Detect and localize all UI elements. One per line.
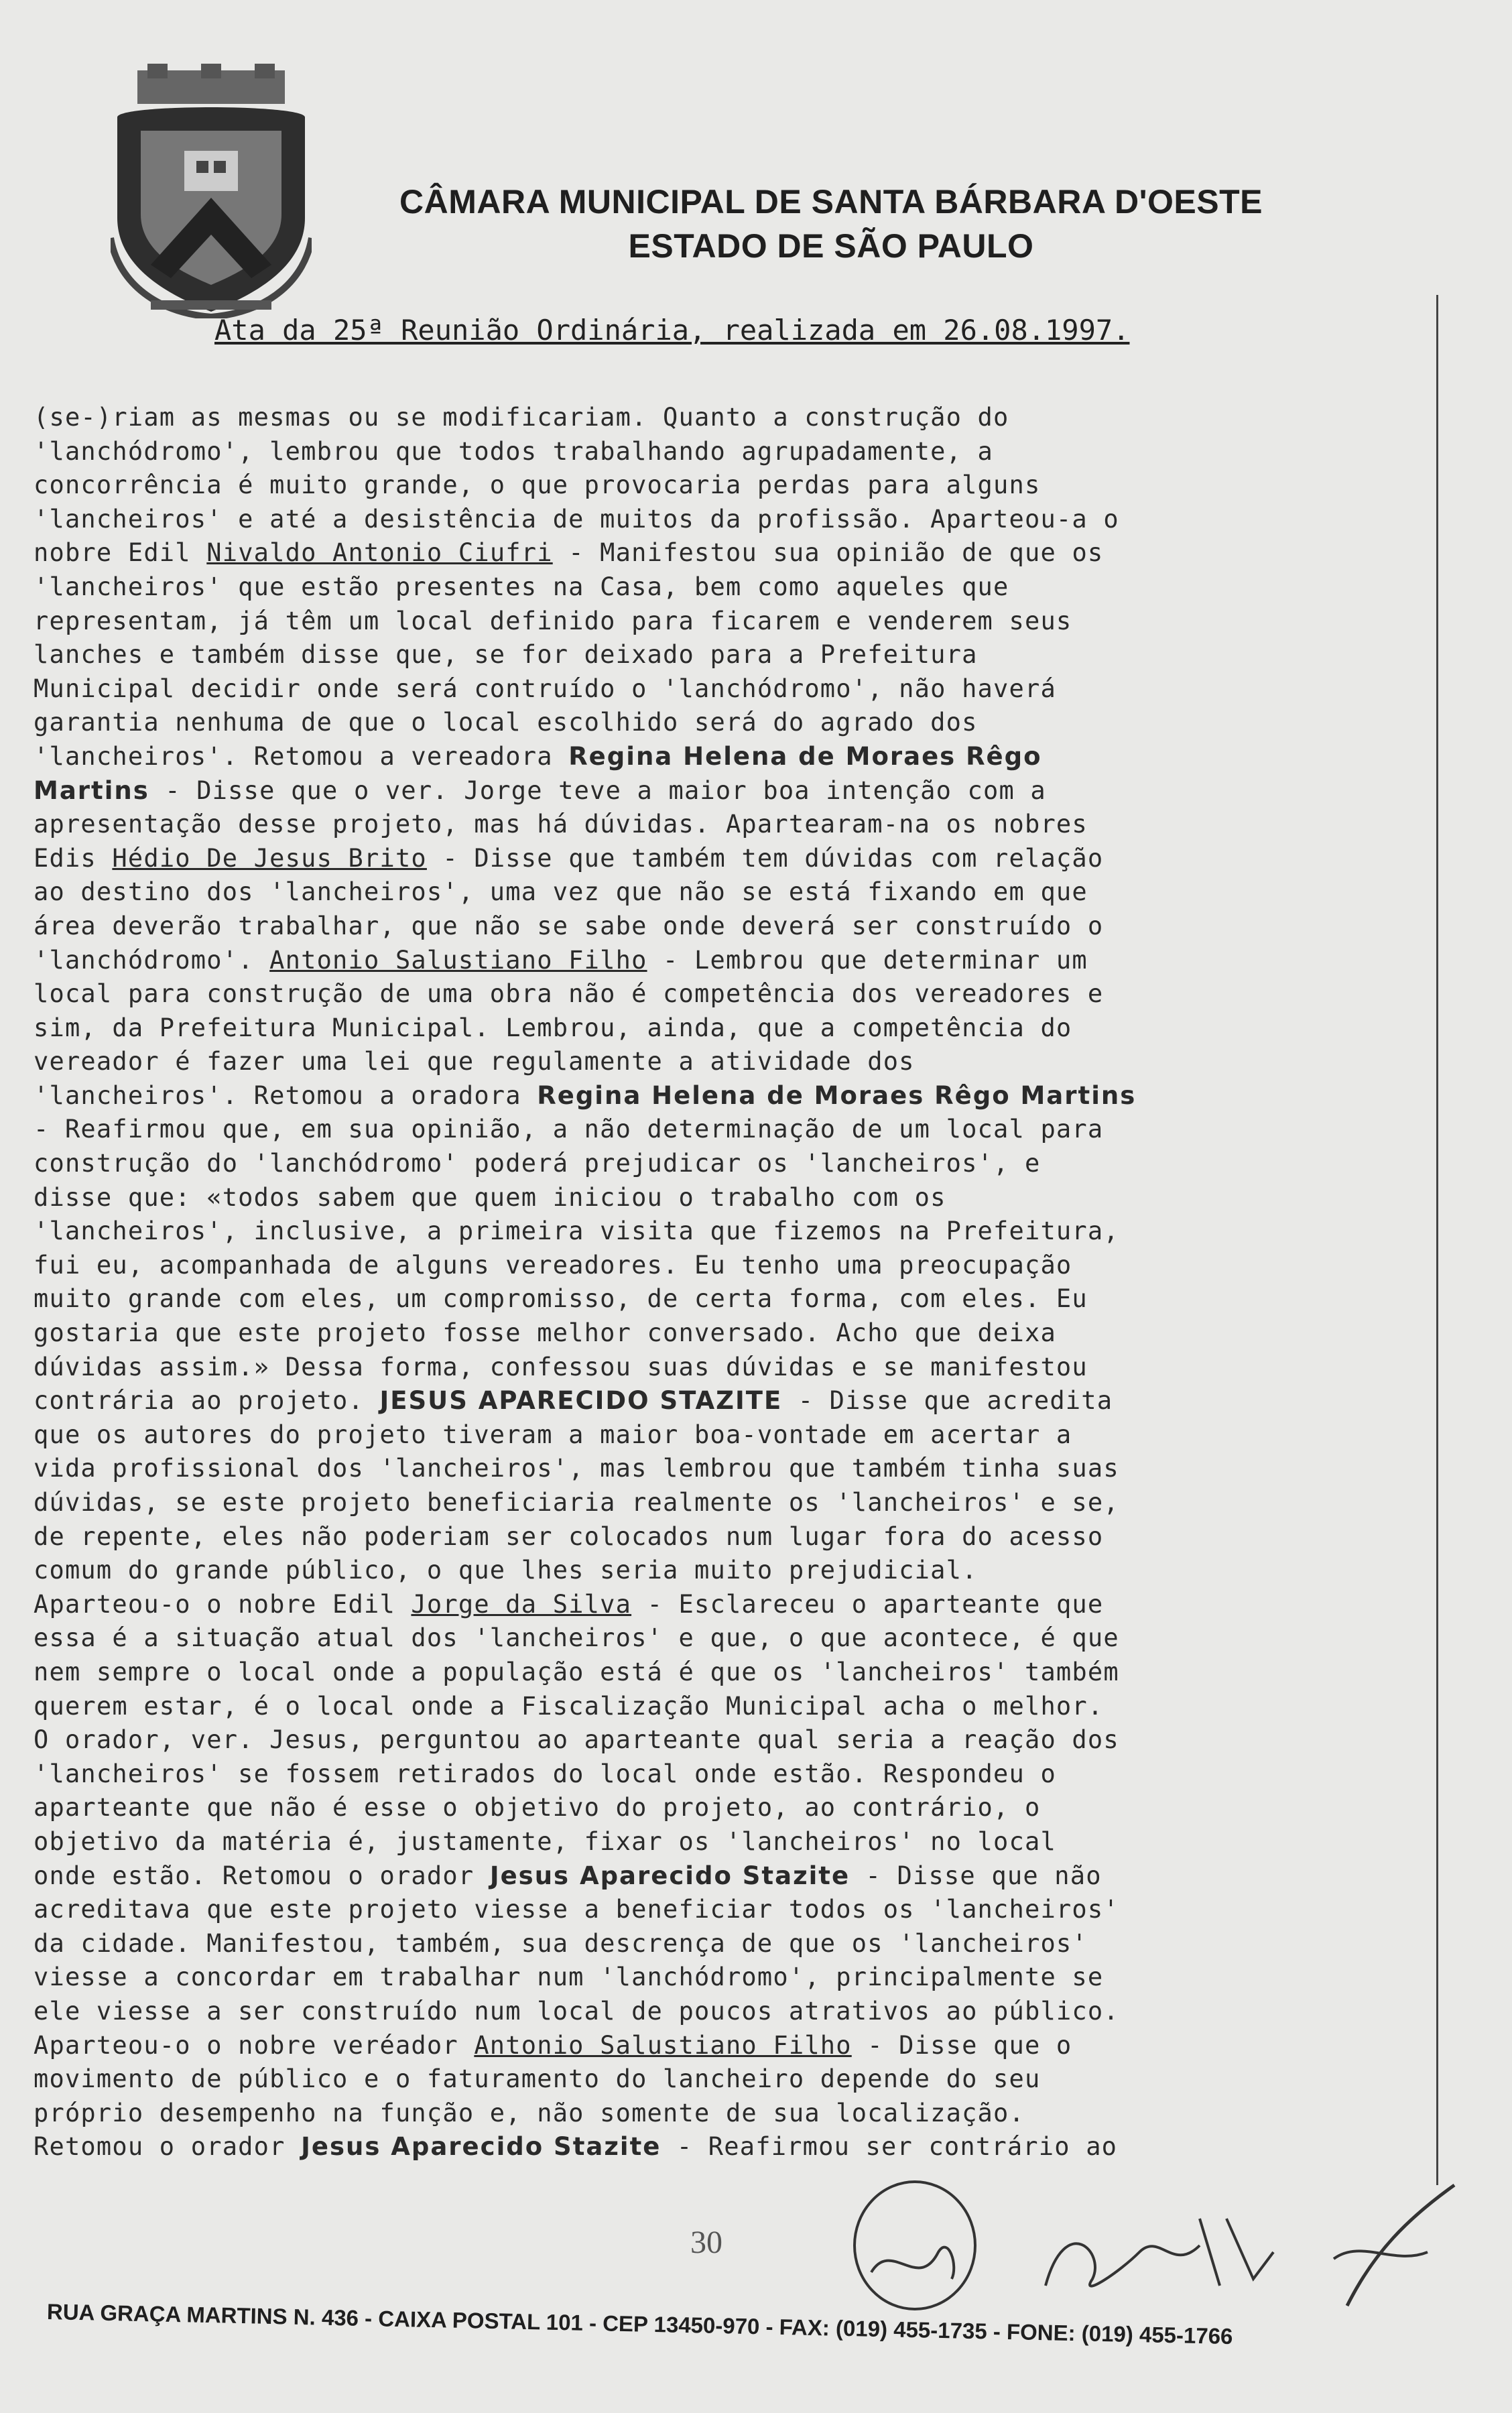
institution-header bbox=[349, 180, 1314, 268]
text-line: lanches e também disse que, se for deixado para a Prefeitura bbox=[34, 640, 978, 670]
text-line: (se-)riam as mesmas ou se modificariam. Quanto a construção do bbox=[34, 403, 1009, 432]
text-line: essa é a situação atual dos 'lancheiros' e que, o que acontece, é que bbox=[34, 1623, 1119, 1653]
text-line: apresentação desse projeto, mas há dúvidas. Apartearam-na os nobres bbox=[34, 810, 1088, 839]
text-line: contrária ao projeto. JESUS APARECIDO STAZITE - Disse que acredita bbox=[34, 1386, 1113, 1416]
text-line: 'lancheiros'. Retomou a vereadora Regina Helena de Moraes Rêgo bbox=[34, 741, 1042, 771]
text-line: que os autores do projeto tiveram a maior boa-vontade em acertar a bbox=[34, 1420, 1072, 1449]
text-line: próprio desempenho na função e, não somente de sua localização. bbox=[34, 2098, 1025, 2127]
text-line: dúvidas assim.» Dessa forma, confessou suas dúvidas e se manifestou bbox=[34, 1352, 1088, 1381]
text-line: querem estar, é o local onde a Fiscalização Municipal acha o melhor. bbox=[34, 1691, 1104, 1721]
text-line: fui eu, acompanhada de alguns vereadores. Eu tenho uma preocupação bbox=[34, 1250, 1072, 1280]
minutes-title: Ata da 25ª Reunião Ordinária, realizada em 26.08.1997. bbox=[214, 314, 1130, 347]
text-line: aparteante que não é esse o objetivo do projeto, ao contrário, o bbox=[34, 1793, 1041, 1822]
text-line: 'lancheiros' e até a desistência de muitos da profissão. Aparteou-a o bbox=[34, 504, 1119, 534]
coat-of-arms-emblem bbox=[111, 64, 312, 318]
handwritten-signatures bbox=[824, 2172, 1461, 2319]
right-margin-rule bbox=[1436, 295, 1438, 2185]
text-line: Retomou o orador Jesus Aparecido Stazite - Reafirmou ser contrário ao bbox=[34, 2132, 1118, 2162]
text-line: Aparteou-o o nobre veréador Antonio Salustiano Filho - Disse que o bbox=[34, 2030, 1072, 2060]
header-line-2: ESTADO DE SÃO PAULO bbox=[628, 227, 1034, 265]
speaker-name-bold: Regina Helena de Moraes Rêgo bbox=[568, 741, 1042, 771]
text-line: nem sempre o local onde a população está é que os 'lancheiros' também bbox=[34, 1657, 1119, 1686]
text-line: ele viesse a ser construído num local de poucos atrativos ao público. bbox=[34, 1996, 1119, 2026]
text-line: onde estão. Retomou o orador Jesus Aparecido Stazite - Disse que não bbox=[34, 1861, 1102, 1890]
text-line: local para construção de uma obra não é competência dos vereadores e bbox=[34, 979, 1104, 1009]
text-line: 'lancheiros' que estão presentes na Casa, bem como aqueles que bbox=[34, 572, 1009, 601]
text-line: representam, já têm um local definido para ficarem e venderem seus bbox=[34, 606, 1072, 635]
text-line: construção do 'lanchódromo' poderá prejudicar os 'lancheiros', e bbox=[34, 1149, 1041, 1178]
speaker-name: Nivaldo Antonio Ciufri bbox=[206, 538, 553, 568]
text-line: dúvidas, se este projeto beneficiaria realmente os 'lancheiros' e se, bbox=[34, 1488, 1119, 1517]
text-line: Aparteou-o o nobre Edil Jorge da Silva - Esclareceu o aparteante que bbox=[34, 1589, 1104, 1619]
speaker-name: Jorge da Silva bbox=[411, 1589, 632, 1619]
text-line: vereador é fazer uma lei que regulamente a atividade dos bbox=[34, 1047, 915, 1076]
text-line: Martins - Disse que o ver. Jorge teve a maior boa intenção com a bbox=[34, 776, 1046, 805]
text-line: 'lancheiros', inclusive, a primeira visita que fizemos na Prefeitura, bbox=[34, 1217, 1119, 1246]
header-line-1: CÂMARA MUNICIPAL DE SANTA BÁRBARA D'OESTE bbox=[399, 183, 1263, 221]
text-line: concorrência é muito grande, o que provocaria perdas para alguns bbox=[34, 471, 1041, 500]
text-line: de repente, eles não poderiam ser colocados num lugar fora do acesso bbox=[34, 1522, 1104, 1551]
text-line: da cidade. Manifestou, também, sua descrença de que os 'lancheiros' bbox=[34, 1928, 1088, 1958]
text-line: acreditava que este projeto viesse a beneficiar todos os 'lancheiros' bbox=[34, 1895, 1119, 1924]
speaker-name-bold: Jesus Aparecido Stazite bbox=[301, 2132, 662, 2162]
text-line: garantia nenhuma de que o local escolhido será do agrado dos bbox=[34, 708, 978, 737]
speaker-name-bold: Jesus Aparecido Stazite bbox=[489, 1861, 850, 1890]
text-line: 'lancheiros' se fossem retirados do local onde estão. Respondeu o bbox=[34, 1759, 1056, 1788]
text-line: viesse a concordar em trabalhar num 'lanchódromo', principalmente se bbox=[34, 1963, 1104, 1992]
text-line: sim, da Prefeitura Municipal. Lembrou, ainda, que a competência do bbox=[34, 1013, 1072, 1042]
speaker-name-bold: JESUS APARECIDO STAZITE bbox=[379, 1386, 783, 1416]
speaker-name-bold: Regina Helena de Moraes Rêgo Martins bbox=[537, 1080, 1137, 1110]
text-line: gostaria que este projeto fosse melhor conversado. Acho que deixa bbox=[34, 1318, 1056, 1348]
text-line: objetivo da matéria é, justamente, fixar os 'lancheiros' no local bbox=[34, 1827, 1056, 1856]
text-line: O orador, ver. Jesus, perguntou ao aparteante qual seria a reação dos bbox=[34, 1725, 1119, 1755]
text-line: nobre Edil Nivaldo Antonio Ciufri - Manifestou sua opinião de que os bbox=[34, 538, 1104, 568]
speaker-name: Antonio Salustiano Filho bbox=[474, 2030, 852, 2060]
text-line: movimento de público e o faturamento do lancheiro depende do seu bbox=[34, 2064, 1041, 2094]
address-footer: RUA GRAÇA MARTINS N. 436 - CAIXA POSTAL 101 - CEP 13450-970 - FAX: (019) 455-1735 - FONE: (019) 455-1766 bbox=[46, 2299, 1233, 2349]
text-line: - Reafirmou que, em sua opinião, a não determinação de um local para bbox=[34, 1115, 1104, 1144]
text-line: muito grande com eles, um compromisso, de certa forma, com eles. Eu bbox=[34, 1284, 1088, 1314]
minutes-body bbox=[34, 401, 1433, 2164]
text-line: ao destino dos 'lancheiros', uma vez que não se está fixando em que bbox=[34, 877, 1088, 907]
text-line: 'lancheiros'. Retomou a oradora Regina Helena de Moraes Rêgo Martins bbox=[34, 1080, 1137, 1110]
text-line: área deverão trabalhar, que não se sabe onde deverá ser construído o bbox=[34, 911, 1104, 940]
text-line: vida profissional dos 'lancheiros', mas lembrou que também tinha suas bbox=[34, 1454, 1119, 1483]
text-line: 'lanchódromo', lembrou que todos trabalhando agrupadamente, a bbox=[34, 436, 994, 466]
text-line: comum do grande público, o que lhes seria muito prejudicial. bbox=[34, 1556, 978, 1585]
text-line: 'lanchódromo'. Antonio Salustiano Filho - Lembrou que determinar um bbox=[34, 945, 1088, 975]
text-line: Municipal decidir onde será contruído o 'lanchódromo', não haverá bbox=[34, 674, 1056, 703]
page-number: 30 bbox=[690, 2225, 722, 2260]
speaker-name-bold: Martins bbox=[34, 776, 149, 805]
speaker-name: Antonio Salustiano Filho bbox=[269, 945, 647, 975]
text-line: disse que: «todos sabem que quem iniciou o trabalho com os bbox=[34, 1182, 946, 1212]
speaker-name: Hédio De Jesus Brito bbox=[112, 843, 427, 873]
text-line: Edis Hédio De Jesus Brito - Disse que também tem dúvidas com relação bbox=[34, 843, 1104, 873]
